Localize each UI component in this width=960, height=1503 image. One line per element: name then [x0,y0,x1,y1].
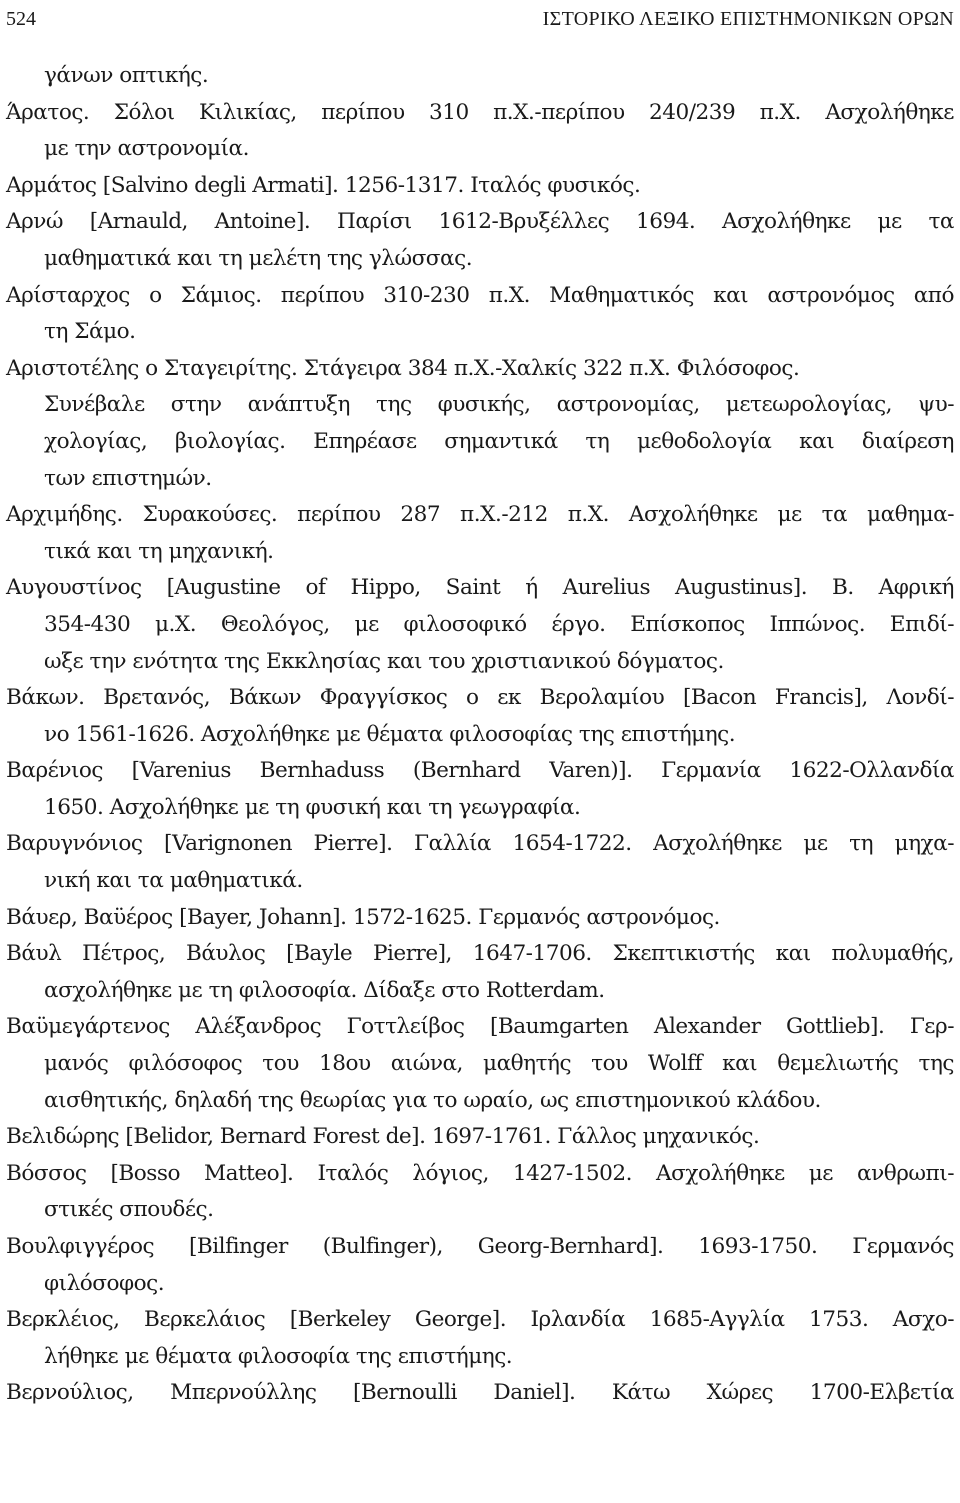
entry-line: νική και τα μαθηματικά. [44,868,303,894]
entry-line: Αρχιμήδης. Συρακούσες. περίπου 287 π.Χ.-212 π.Χ. Ασχολήθηκε με τα μαθημα- [6,502,954,528]
page-number: 524 [6,8,36,30]
entry-line: Βόσσος [Bosso Matteo]. Ιταλός λόγιος, 1427-1502. Ασχολήθηκε με ανθρωπι- [6,1160,954,1186]
entry-line: στικές σπουδές. [44,1197,214,1223]
entry-line: μαθηματικά και τη μελέτη της γλώσσας. [44,245,473,271]
entry-line: φιλόσοφος. [44,1270,165,1296]
entry-line: τη Σάμο. [44,319,136,345]
entry-line: Αριστοτέλης ο Σταγειρίτης. Στάγειρα 384 π.Χ.-Χαλκίς 322 π.Χ. Φιλόσοφος. [6,355,800,381]
entry-line: ασχολήθηκε με τη φιλοσοφία. Δίδαξε στο Rotterdam. [44,977,605,1003]
entry-line: γάνων οπτικής. [44,63,209,88]
entry-line: Αρίσταρχος ο Σάμιος. περίπου 310-230 π.Χ. Μαθηματικός και αστρονόμος από [6,282,954,308]
running-title: ΙΣΤΟΡΙΚΟ ΛΕΞΙΚΟ ΕΠΙΣΤΗΜΟΝΙΚΩΝ ΟΡΩΝ [542,8,954,30]
entry-line: Βάκων. Βρετανός, Βάκων Φραγγίσκος ο εκ Βερολαμίου [Bacon Francis], Λονδί- [6,685,954,711]
entry-line: Βαρένιος [Varenius Bernhaduss (Bernhard Varen)]. Γερμανία 1622-Ολλανδία [6,758,954,784]
entry-line: μανός φιλόσοφος του 18ου αιώνα, μαθητής του Wolff και θεμελιωτής της [44,1051,954,1077]
entry-line: νο 1561-1626. Ασχολήθηκε με θέματα φιλοσοφίας της επιστήμης. [44,721,736,747]
entry-line: Βελιδώρης [Belidor, Bernard Forest de]. 1697-1761. Γάλλος μηχανικός. [6,1124,760,1150]
entry-line: Αρνώ [Arnauld, Antoine]. Παρίσι 1612-Βρυξέλλες 1694. Ασχολήθηκε με τα [6,209,954,235]
entry-line: Βαρυγνόνιος [Varignonen Pierre]. Γαλλία 1654-1722. Ασχολήθηκε με τη μηχα- [6,831,954,857]
entry-line: Συνέβαλε στην ανάπτυξη της φυσικής, αστρονομίας, μετεωρολογίας, ψυ- [44,392,954,418]
entry-line: Βουλφιγγέρος [Bilfinger (Bulfinger), Georg-Bernhard]. 1693-1750. Γερμανός [6,1234,954,1259]
entry-line: Άρατος. Σόλοι Κιλικίας, περίπου 310 π.Χ.-περίπου 240/239 π.Χ. Ασχολήθηκε [6,99,954,125]
entry-line: Βάυλ Πέτρος, Βάυλος [Bayle Pierre], 1647-1706. Σκεπτικιστής και πολυμαθής, [6,941,954,967]
entry-line: με την αστρονομία. [44,136,249,162]
entry-line: λήθηκε με θέματα φιλοσοφία της επιστήμης. [44,1343,513,1369]
entry-line: Βαϋμεγάρτενος Αλέξανδρος Γοττλείβος [Baumgarten Alexander Gottlieb]. Γερ- [6,1014,954,1040]
entry-line: Αρμάτος [Salvino degli Armati]. 1256-1317. Ιταλός φυσικός. [6,172,641,198]
entry-line: τικά και τη μηχανική. [44,538,274,564]
page-header [6,4,954,34]
entry-line: 354-430 μ.Χ. Θεολόγος, με φιλοσοφικό έργο. Επίσκοπος Ιππώνος. Επιδί- [44,611,954,637]
entry-line: Αυγουστίνος [Augustine of Hippo, Saint ή Aurelius Augustinus]. Β. Αφρική [6,575,954,601]
entry-line: αισθητικής, δηλαδή της θεωρίας για το ωραίο, ως επιστημονικού κλάδου. [44,1087,821,1113]
entry-line: 1650. Ασχολήθηκε με τη φυσική και τη γεωγραφία. [44,794,581,820]
entry-line: χολογίας, βιολογίας. Επηρέασε σημαντικά τη μεθοδολογία και διαίρεση [44,428,954,454]
glossary-entries [6,58,954,1412]
entry-line: ωξε την ενότητα της Εκκλησίας και του χριστιανικού δόγματος. [44,648,724,674]
entry-line: Βερνούλιος, Μπερνούλλης [Bernoulli Daniel]. Κάτω Χώρες 1700-Ελβετία [6,1380,954,1406]
entry-line: των επιστημών. [44,465,212,491]
entry-line: Βάυερ, Βαϋέρος [Bayer, Johann]. 1572-1625. Γερμανός αστρονόμος. [6,904,720,930]
entry-line: Βερκλέιος, Βερκελάιος [Berkeley George]. Ιρλανδία 1685-Αγγλία 1753. Ασχο- [6,1307,954,1333]
